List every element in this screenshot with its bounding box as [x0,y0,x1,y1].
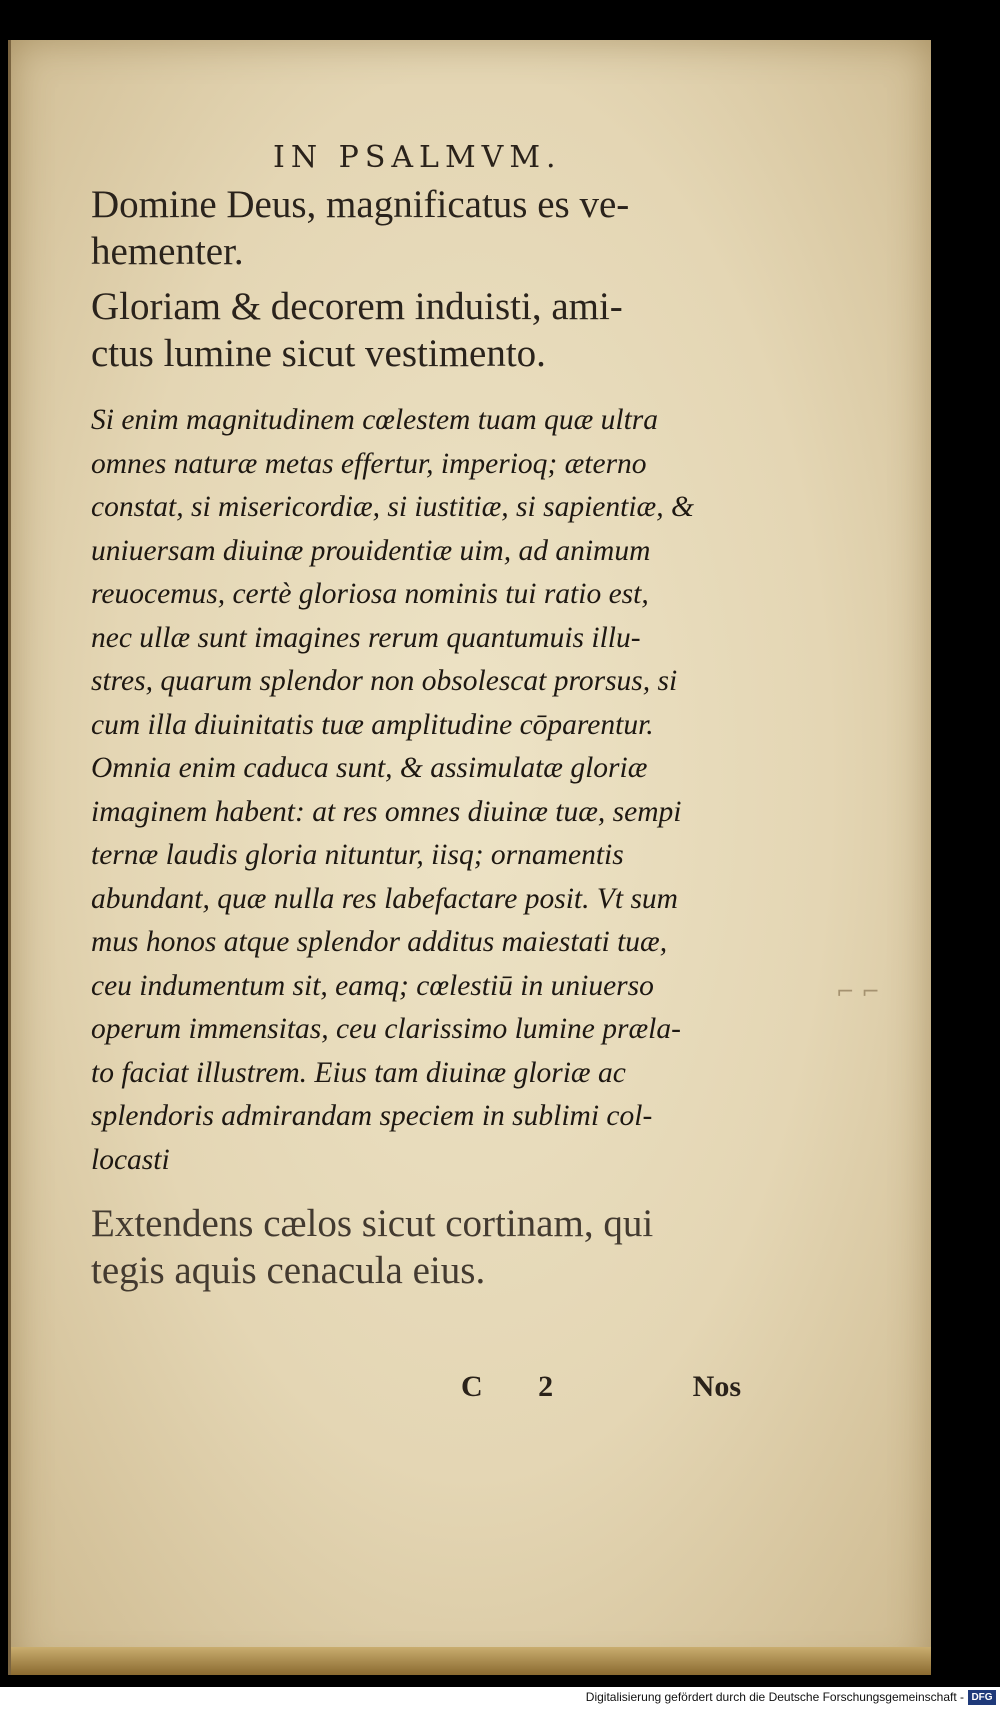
commentary-line: ceu indumentum sit, eamq; cœlestiū in uniuerso [91,969,654,1002]
verse-line: hementer. [91,230,244,273]
commentary-line: operum immensitas, ceu clarissimo lumine præla- [91,1013,681,1045]
verse-2 [91,283,741,377]
commentary-line: locasti [91,1143,170,1176]
text-block [91,140,741,1294]
commentary-line: stres, quarum splendor non obsolescat prorsus, si [91,665,678,697]
footer-credit: Digitalisierung gefördert durch die Deutsche Forschungsgemeinschaft - [585,1690,964,1704]
verse-line: ctus lumine sicut vestimento. [91,332,546,375]
commentary-line: ternæ laudis gloria nituntur, iisq; ornamentis [91,839,624,871]
book-page [8,40,931,1675]
commentary-line: splendoris admirandam speciem in sublimi col- [91,1100,653,1132]
signature-line [91,1370,741,1410]
verse-line: Extendens cælos sicut cortinam, qui [91,1202,654,1245]
commentary-paragraph [91,399,741,1182]
verse-1 [91,181,741,275]
margin-bracket-icon: ⌐ ⌐ [836,980,880,1005]
commentary-line: imaginem habent: at res omnes diuinæ tuæ, sempi [91,795,682,828]
dfg-logo: DFG [968,1690,996,1705]
commentary-line: Omnia enim caduca sunt, & assimulatæ gloriæ [91,752,648,784]
signature-mark: C 2 [461,1370,578,1403]
commentary-line: cum illa diuinitatis tuæ amplitudine cōparentur. [91,708,654,741]
commentary-line: omnes naturæ metas effertur, imperioq; æterno [91,447,647,480]
commentary-line: reuocemus, certè gloriosa nominis tui ratio est, [91,578,649,610]
verse-line: Domine Deus, magnificatus es ve- [91,183,630,226]
commentary-line: constat, si misericordiæ, si iustitiæ, si sapientiæ, & [91,491,694,523]
verse-3 [91,1200,741,1294]
commentary-line: to faciat illustrem. Eius tam diuinæ gloriæ ac [91,1056,626,1089]
footer-strip [0,1687,1000,1709]
verse-line: Gloriam & decorem induisti, ami- [91,285,623,328]
commentary-line: nec ullæ sunt imagines rerum quantumuis illu- [91,621,641,654]
commentary-line: abundant, quæ nulla res labefactare posit. Vt sum [91,882,678,915]
commentary-line: mus honos atque splendor additus maiestati tuæ, [91,926,668,958]
catchword: Nos [692,1370,741,1403]
running-head: IN PSALMVM. [273,140,562,175]
page-bottom-edge [11,1647,931,1675]
verse-line: tegis aquis cenacula eius. [91,1249,486,1292]
commentary-line: Si enim magnitudinem cœlestem tuam quæ ultra [91,404,659,436]
commentary-line: uniuersam diuinæ prouidentiæ uim, ad animum [91,534,651,567]
